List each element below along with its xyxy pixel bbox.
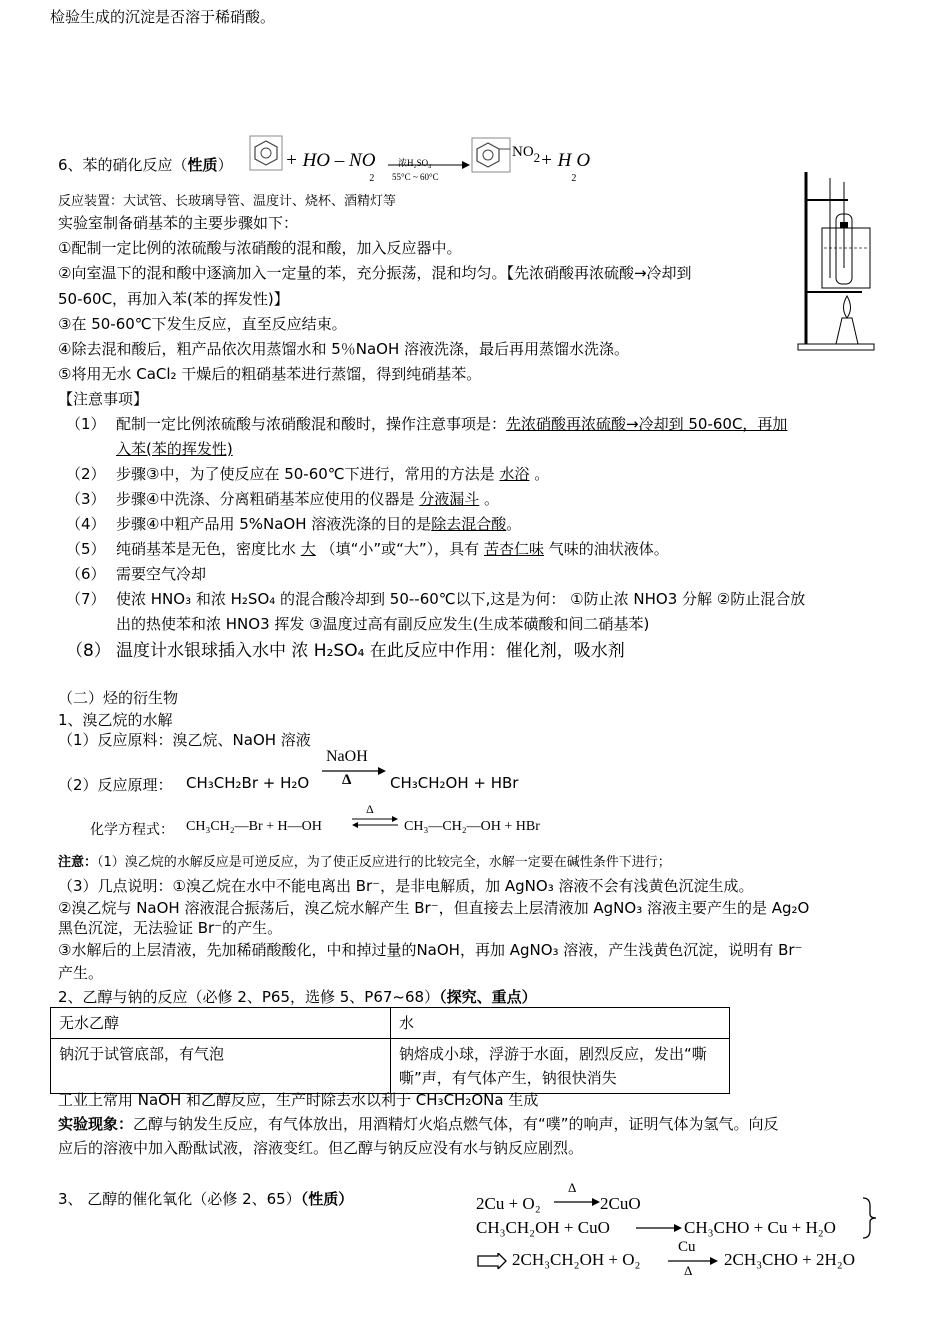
section-title: （二）烃的衍生物 xyxy=(58,689,179,707)
step-2-cont: 50-60C，再加入苯(苯的挥发性)】 xyxy=(58,290,289,308)
principle-condition-top: NaOH xyxy=(326,748,368,765)
note-5: （5） 纯硝基苯是无色，密度比水 大 （填“小”或“大”），具有 苦杏仁味 气味的油状液体。 xyxy=(66,540,669,558)
nitrobenzene-ring-icon xyxy=(470,136,512,174)
step-5: ⑤将用无水 CaCl₂ 干燥后的粗硝基苯进行蒸馏，得到纯硝基苯。 xyxy=(58,365,482,383)
oxidation-eq3-condition-bottom: Δ xyxy=(684,1263,693,1278)
hydrolysis-note: 注意：（1）溴乙烷的水解反应是可逆反应，为了使正反应进行的比较完全，水解一定要在碱性条件下进行； xyxy=(58,855,671,870)
reversible-arrow-icon xyxy=(352,816,398,828)
note-6: （6） 需要空气冷却 xyxy=(66,565,207,583)
note-1: （1） 配制一定比例浓硫酸与浓硝酸混和酸时，操作注意事项是：先浓硝酸再浓硫酸→冷却到 50-60C，再加 xyxy=(66,415,788,433)
experiment-phenomenon: 实验现象：乙醇与钠发生反应，有气体放出，用酒精灯火焰点燃气体，有“噗”的响声，证明气体为氢气。向反 xyxy=(58,1115,779,1133)
nitration-apparatus-image xyxy=(796,168,878,354)
principle-label: （2）反应原理： xyxy=(58,776,173,794)
table-cell: 钠沉于试管底部，有气泡 xyxy=(51,1039,391,1094)
note-7-cont: 出的热使苯和浓 HNO3 挥发 ③温度过高有副反应发生(生成苯磺酸和间二硝基苯) xyxy=(116,615,650,633)
nitration-reagent: + HO – $NO_2$ xyxy=(285,150,376,184)
oxidation-eq3-left: 2CH₃CH₂OH + O₂ xyxy=(512,1250,641,1269)
oxidation-eq1-condition: Δ xyxy=(568,1180,577,1195)
note-2: （2） 步骤③中，为了使反应在 50-60℃下进行，常用的方法是 水浴 。 xyxy=(66,465,550,483)
top-line: 检验生成的沉淀是否溶于稀硝酸。 xyxy=(50,8,276,26)
principle-left: CH₃CH₂Br + H₂O xyxy=(186,774,310,792)
principle-right: CH₃CH₂OH + HBr xyxy=(390,774,519,792)
steps-title: 实验室制备硝基苯的主要步骤如下： xyxy=(58,214,299,232)
step-2: ②向室温下的混和酸中逐滴加入一定量的苯，充分振荡，混和均匀。【先浓硝酸再浓硫酸→冷却到 xyxy=(58,264,692,282)
point-3c: ③水解后的上层清液，先加稀硝酸酸化，中和掉过量的NaOH，再加 AgNO₃ 溶液，产生浅黄色沉淀，说明有 Br⁻ xyxy=(58,941,803,959)
note-8: （8） 温度计水银球插入水中 浓 H₂SO₄ 在此反应中作用：催化剂，吸水剂 xyxy=(66,641,625,661)
subsection-1-title: 1、溴乙烷的水解 xyxy=(58,711,173,729)
double-arrow-icon xyxy=(476,1253,508,1269)
oxidation-eq2-left: CH₃CH₂OH + CuO xyxy=(476,1218,610,1237)
table-cell: 钠熔成小球，浮游于水面，剧烈反应，发出“嘶 嘶”声，有气体产生，钠很快消失 xyxy=(391,1039,730,1094)
experiment-phenomenon-cont: 应后的溶液中加入酚酞试液，溶液变红。但乙醇与钠反应没有水与钠反应剧烈。 xyxy=(58,1139,584,1157)
reaction-arrow-icon xyxy=(636,1223,682,1233)
point-3: （3）几点说明：①溴乙烷在水中不能电离出 Br⁻，是非电解质，加 AgNO₃ 溶液不会有浅黄色沉淀生成。 xyxy=(58,877,754,895)
principle-condition-bottom: Δ xyxy=(342,772,352,788)
oxidation-eq3-condition-top: Cu xyxy=(678,1239,696,1255)
oxidation-eq2-right: CH₃CHO + Cu + H₂O xyxy=(684,1218,836,1237)
oxidation-eq1-left: 2Cu + O₂ xyxy=(476,1194,541,1213)
nitro-group: NO2 xyxy=(512,144,541,165)
formula-right: CH₃—CH₂—OH + HBr xyxy=(404,819,540,834)
industry-note: 工业上常用 NaOH 和乙醇反应，生产时除去水以利于 CH₃CH₂ONa 生成 xyxy=(58,1091,539,1109)
note-4: （4） 步骤④中粗产品用 5%NaOH 溶液洗涤的目的是除去混合酸。 xyxy=(66,515,522,533)
raw-materials: （1）反应原料：溴乙烷、NaOH 溶液 xyxy=(58,731,311,749)
point-3b-cont: 黑色沉淀，无法验证 Br⁻的产生。 xyxy=(58,919,283,937)
reaction-arrow-icon xyxy=(554,1197,600,1207)
reaction-arrow-icon xyxy=(668,1256,718,1266)
oxidation-eq3-right: 2CH₃CHO + 2H₂O xyxy=(724,1250,856,1269)
nitration-condition-top: 浓H₂SO₄ xyxy=(398,158,432,168)
ethanol-sodium-heading: 2、乙醇与钠的反应（必修 2、P65，选修 5、P67~68）（探究、重点） xyxy=(58,988,537,1006)
formula-label: 化学方程式： xyxy=(90,822,174,838)
reaction-arrow-icon xyxy=(322,766,386,776)
step-4: ④除去混和酸后，粗产品依次用蒸馏水和 5％NaOH 溶液洗涤，最后再用蒸馏水洗涤。 xyxy=(58,340,630,358)
formula-condition: Δ xyxy=(366,802,374,816)
notes-title: 【注意事项】 xyxy=(58,390,149,408)
benzene-ring-icon xyxy=(248,134,284,172)
point-3b: ②溴乙烷与 NaOH 溶液混合振荡后，溴乙烷水解产生 Br⁻，但直接去上层清液加 AgNO₃ 溶液主要产生的是 Ag₂O xyxy=(58,899,810,917)
nitration-water: + $H_2O$ xyxy=(540,150,591,184)
apparatus-text: 反应装置：大试管、长玻璃导管、温度计、烧杯、酒精灯等 xyxy=(58,194,397,209)
table-header: 无水乙醇 xyxy=(51,1008,391,1039)
comparison-table xyxy=(50,1007,730,1094)
note-1-answer-cont: 入苯(苯的挥发性) xyxy=(116,440,233,458)
step-1: ①配制一定比例的浓硫酸与浓硝酸的混和酸，加入反应器中。 xyxy=(58,239,462,257)
brace-icon xyxy=(860,1196,878,1240)
step-3: ③在 50-60℃下发生反应，直至反应结束。 xyxy=(58,315,347,333)
note-3: （3） 步骤④中洗涤、分离粗硝基苯应使用的仪器是 分液漏斗 。 xyxy=(66,490,500,508)
table-row xyxy=(51,1039,730,1094)
ethanol-oxidation-heading: 3、 乙醇的催化氧化（必修 2、65）（性质） xyxy=(58,1190,354,1208)
reaction-arrow-icon xyxy=(388,160,470,170)
point-3c-cont: 产生。 xyxy=(58,964,104,982)
oxidation-eq1-right: 2CuO xyxy=(600,1194,641,1213)
table-header-row xyxy=(51,1008,730,1039)
nitration-condition-bottom: 55°C ~ 60°C xyxy=(392,172,439,182)
note-7: （7） 使浓 HNO₃ 和浓 H₂SO₄ 的混合酸冷却到 50--60℃以下,这是为何： ①防止浓 NHO3 分解 ②防止混合放 xyxy=(66,590,806,608)
table-header: 水 xyxy=(391,1008,730,1039)
nitration-heading: 6、苯的硝化反应（性质） xyxy=(58,156,233,174)
formula-left: CH₃CH₂—Br + H—OH xyxy=(186,819,322,834)
